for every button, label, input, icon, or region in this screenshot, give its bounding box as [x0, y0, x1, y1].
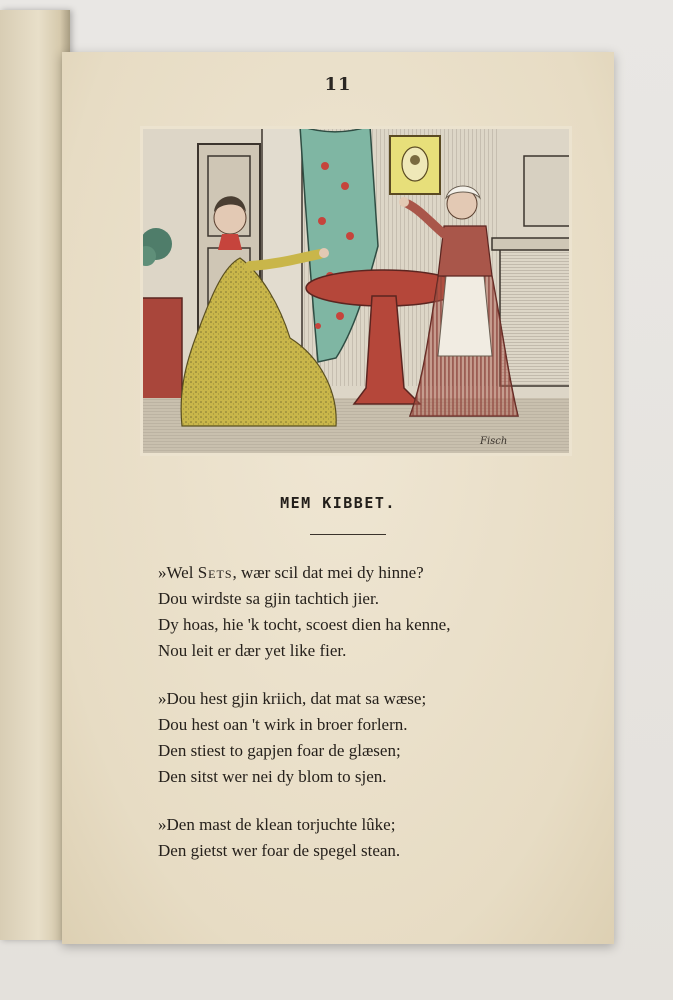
poem-line: Dy hoas, hie 'k tocht, scoest dien ha kenne,	[158, 615, 451, 634]
line-text: »Wel	[158, 563, 198, 582]
illustration-signature: Fisch	[480, 436, 508, 447]
poem-line: Nou leit er dær yet like fier.	[158, 641, 347, 660]
poem-line: Dou hest oan 't wirk in broer forlern.	[158, 715, 408, 734]
title-rule	[310, 534, 386, 535]
line-text: , wær scil dat mei dy hinne?	[232, 563, 424, 582]
poem-line: Den stiest to gapjen foar de glæsen;	[158, 741, 401, 760]
story-title: MEM KIBBET.	[280, 494, 396, 512]
stanza-3	[158, 812, 588, 864]
left-page-edge	[0, 10, 70, 940]
stanza-2	[158, 686, 588, 790]
name-smallcaps: Sets	[197, 563, 233, 582]
poem-line	[158, 560, 588, 586]
poem-line: Den sitst wer nei dy blom to sjen.	[158, 767, 387, 786]
illustration	[140, 126, 572, 456]
book-page	[62, 52, 614, 944]
page-number: 11	[324, 74, 352, 95]
poem-line: »Dou hest gjin kriich, dat mat sa wæse;	[158, 689, 427, 708]
poem-line: »Den mast de klean torjuchte lûke;	[158, 815, 396, 834]
illustration-engraving	[140, 126, 572, 456]
poem-line: Den gietst wer foar de spegel stean.	[158, 841, 401, 860]
stanza-1	[158, 560, 588, 664]
poem	[158, 560, 588, 886]
poem-line: Dou wirdste sa gjin tachtich jier.	[158, 589, 379, 608]
